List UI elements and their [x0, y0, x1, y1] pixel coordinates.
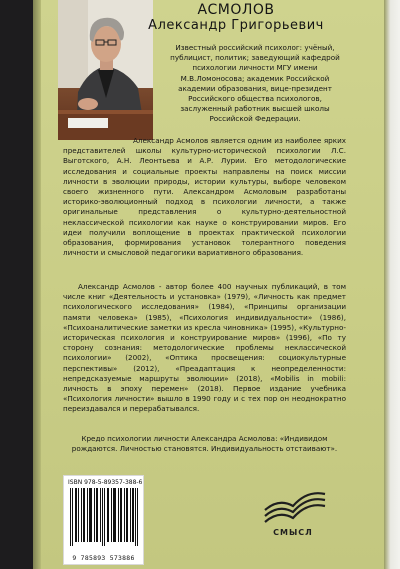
spine-edge: [33, 0, 41, 569]
description-paragraph-1: Александр Асмолов является одним из наиболее ярких представителей школы культурно-исторической психологии Л.С. Выготского, А.Н. Леонтьева и А.Р. Лурии. Его методологические исследования и социальные проекты направлены на поиск миссии личности в эволюции природы, истории культуры, выборе человеком своего жизненного пути. Александром Асмоловым разработаны историко-эволюционный подход в психологии личности, а также оригинальные представления о культурно-деятельностной неклассической психологии как науке о конструировании миров. Его идеи получили воплощение в проектах практической психологии образования, формирования установок толерантного поведения личности и смысловой педагогики вариативного образования.: [63, 136, 346, 258]
barcode-icon: [68, 488, 139, 552]
publisher-name: СМЫСЛ: [273, 528, 313, 537]
page-edge: [384, 0, 400, 569]
isbn-label: ISBN 978-5-89357-388-6: [68, 479, 143, 486]
author-bio: Известный российский психолог: учёный, публицист, политик; заведующий кафедрой психологии личности МГУ имени М.В.Ломоносова; академик Российской академии образования, вице-президент Российского общества психологов, заслуженный работник высшей школы Российской Федерации.: [170, 43, 340, 124]
open-book-logo-icon: [247, 492, 339, 528]
barcode-number: 9 785893 573886: [72, 554, 135, 562]
author-name-block: [96, 2, 376, 34]
credo-quote: Кредо психологии личности Александра Асмолова: «Индивидом рождаются. Личностью становятся. Индивидуальность отстаивают».: [71, 434, 338, 454]
author-full-name: Александр Григорьевич: [148, 18, 324, 33]
description-paragraph-2: Александр Асмолов - автор более 400 научных публикаций, в том числе книг «Деятельность и установка» (1979), «Личность как предмет психологического исследования» (1984), «Принципы организации памяти человека» (1985), «Психология индивидуальности» (1986), «Психоаналитические заметки из кресла чиновника» (1995), «Культурно-историческая психология и конструирование миров» (1996), «По ту сторону сознания: методологические проблемы неклассической психологии» (2002), «Оптика просвещения: социокультурные перспективы» (2012), «Преадаптация к неопределенности: непредсказуемые маршруты эволюции» (2018), «Mobilis in mobili: личность в эпоху перемен» (2018). Первое издание учебника «Психология личности» вышло в 1990 году и с тех пор он неоднократно переиздавался и перерабатывался.: [63, 282, 346, 414]
author-surname: АСМОЛОВ: [197, 2, 275, 18]
isbn-barcode-box: [63, 475, 144, 565]
publisher-logo: [247, 492, 339, 540]
